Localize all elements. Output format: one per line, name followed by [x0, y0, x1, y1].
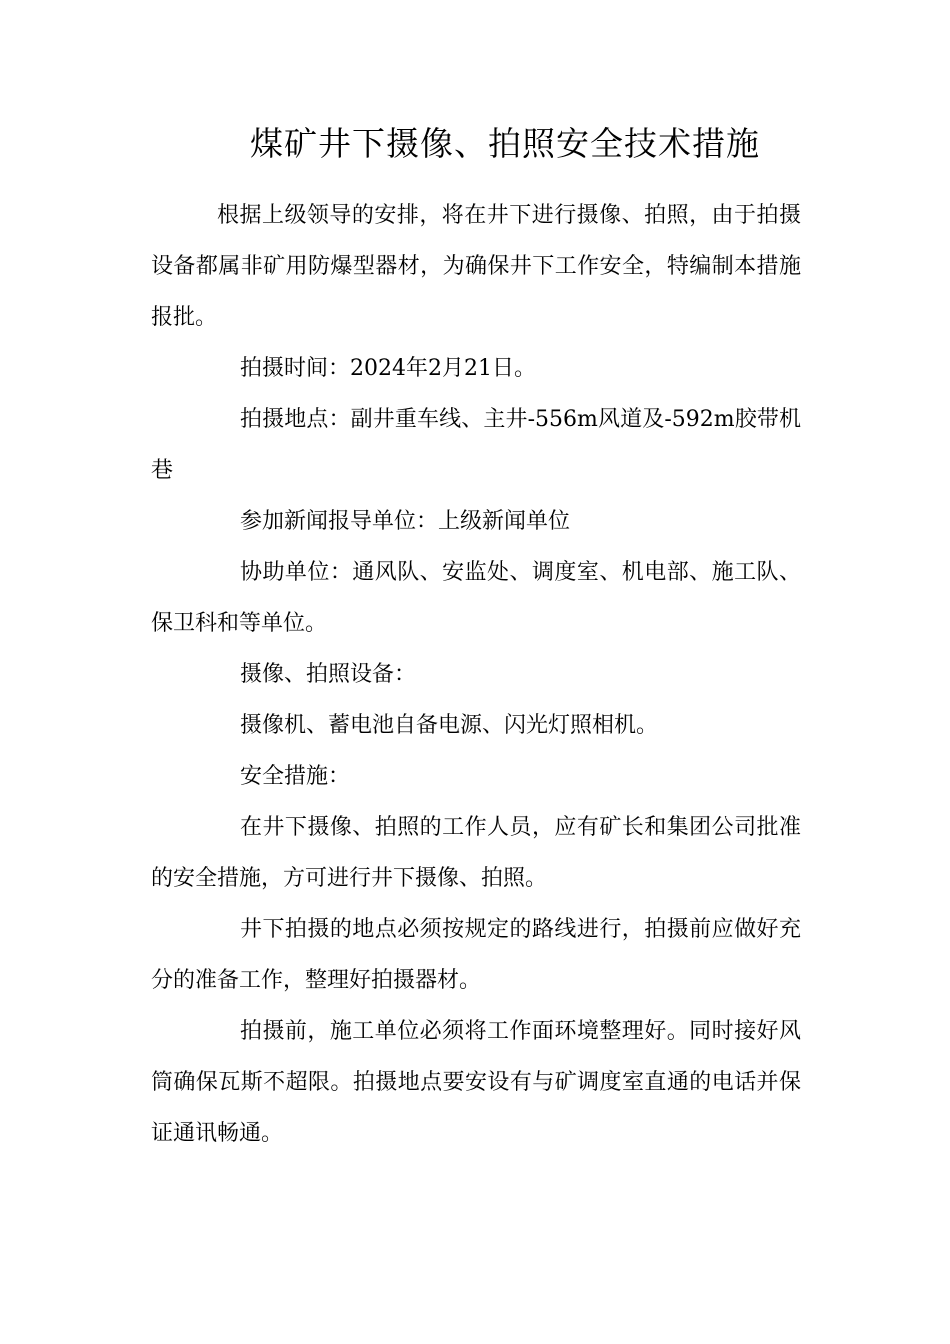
paragraph-safety-heading: 安全措施： [240, 764, 351, 789]
paragraph-intro: 根据上级领导的安排，将在井下进行摄像、拍照，由于拍摄设备都属非矿用防爆型器材，为确保井下工作安全，特编制本措施报批。 [151, 203, 801, 330]
paragraph-equipment-list: 摄像机、蓄电池自备电源、闪光灯照相机。 [240, 713, 659, 738]
document-body [151, 190, 801, 1159]
paragraph-assisting-units: 协助单位：通风队、安监处、调度室、机电部、施工队、保卫科和等单位。 [151, 560, 801, 636]
paragraph-safety-3: 拍摄前，施工单位必须将工作面环境整理好。同时接好风筒确保瓦斯不超限。拍摄地点要安设有与矿调度室直通的电话并保证通讯畅通。 [151, 1019, 801, 1146]
paragraph-safety-1: 在井下摄像、拍照的工作人员，应有矿长和集团公司批准的安全措施，方可进行井下摄像、拍照。 [151, 815, 801, 891]
paragraph-equipment-heading: 摄像、拍照设备： [240, 662, 417, 687]
paragraph-shooting-location: 拍摄地点：副井重车线、主井-556m风道及-592m胶带机巷 [151, 407, 801, 483]
document-title: 煤矿井下摄像、拍照安全技术措施 [250, 124, 760, 163]
paragraph-shooting-time: 拍摄时间：2024年2月21日。 [240, 356, 536, 381]
paragraph-safety-2: 井下拍摄的地点必须按规定的路线进行，拍摄前应做好充分的准备工作，整理好拍摄器材。 [151, 917, 801, 993]
paragraph-news-units: 参加新闻报导单位：上级新闻单位 [240, 509, 571, 534]
